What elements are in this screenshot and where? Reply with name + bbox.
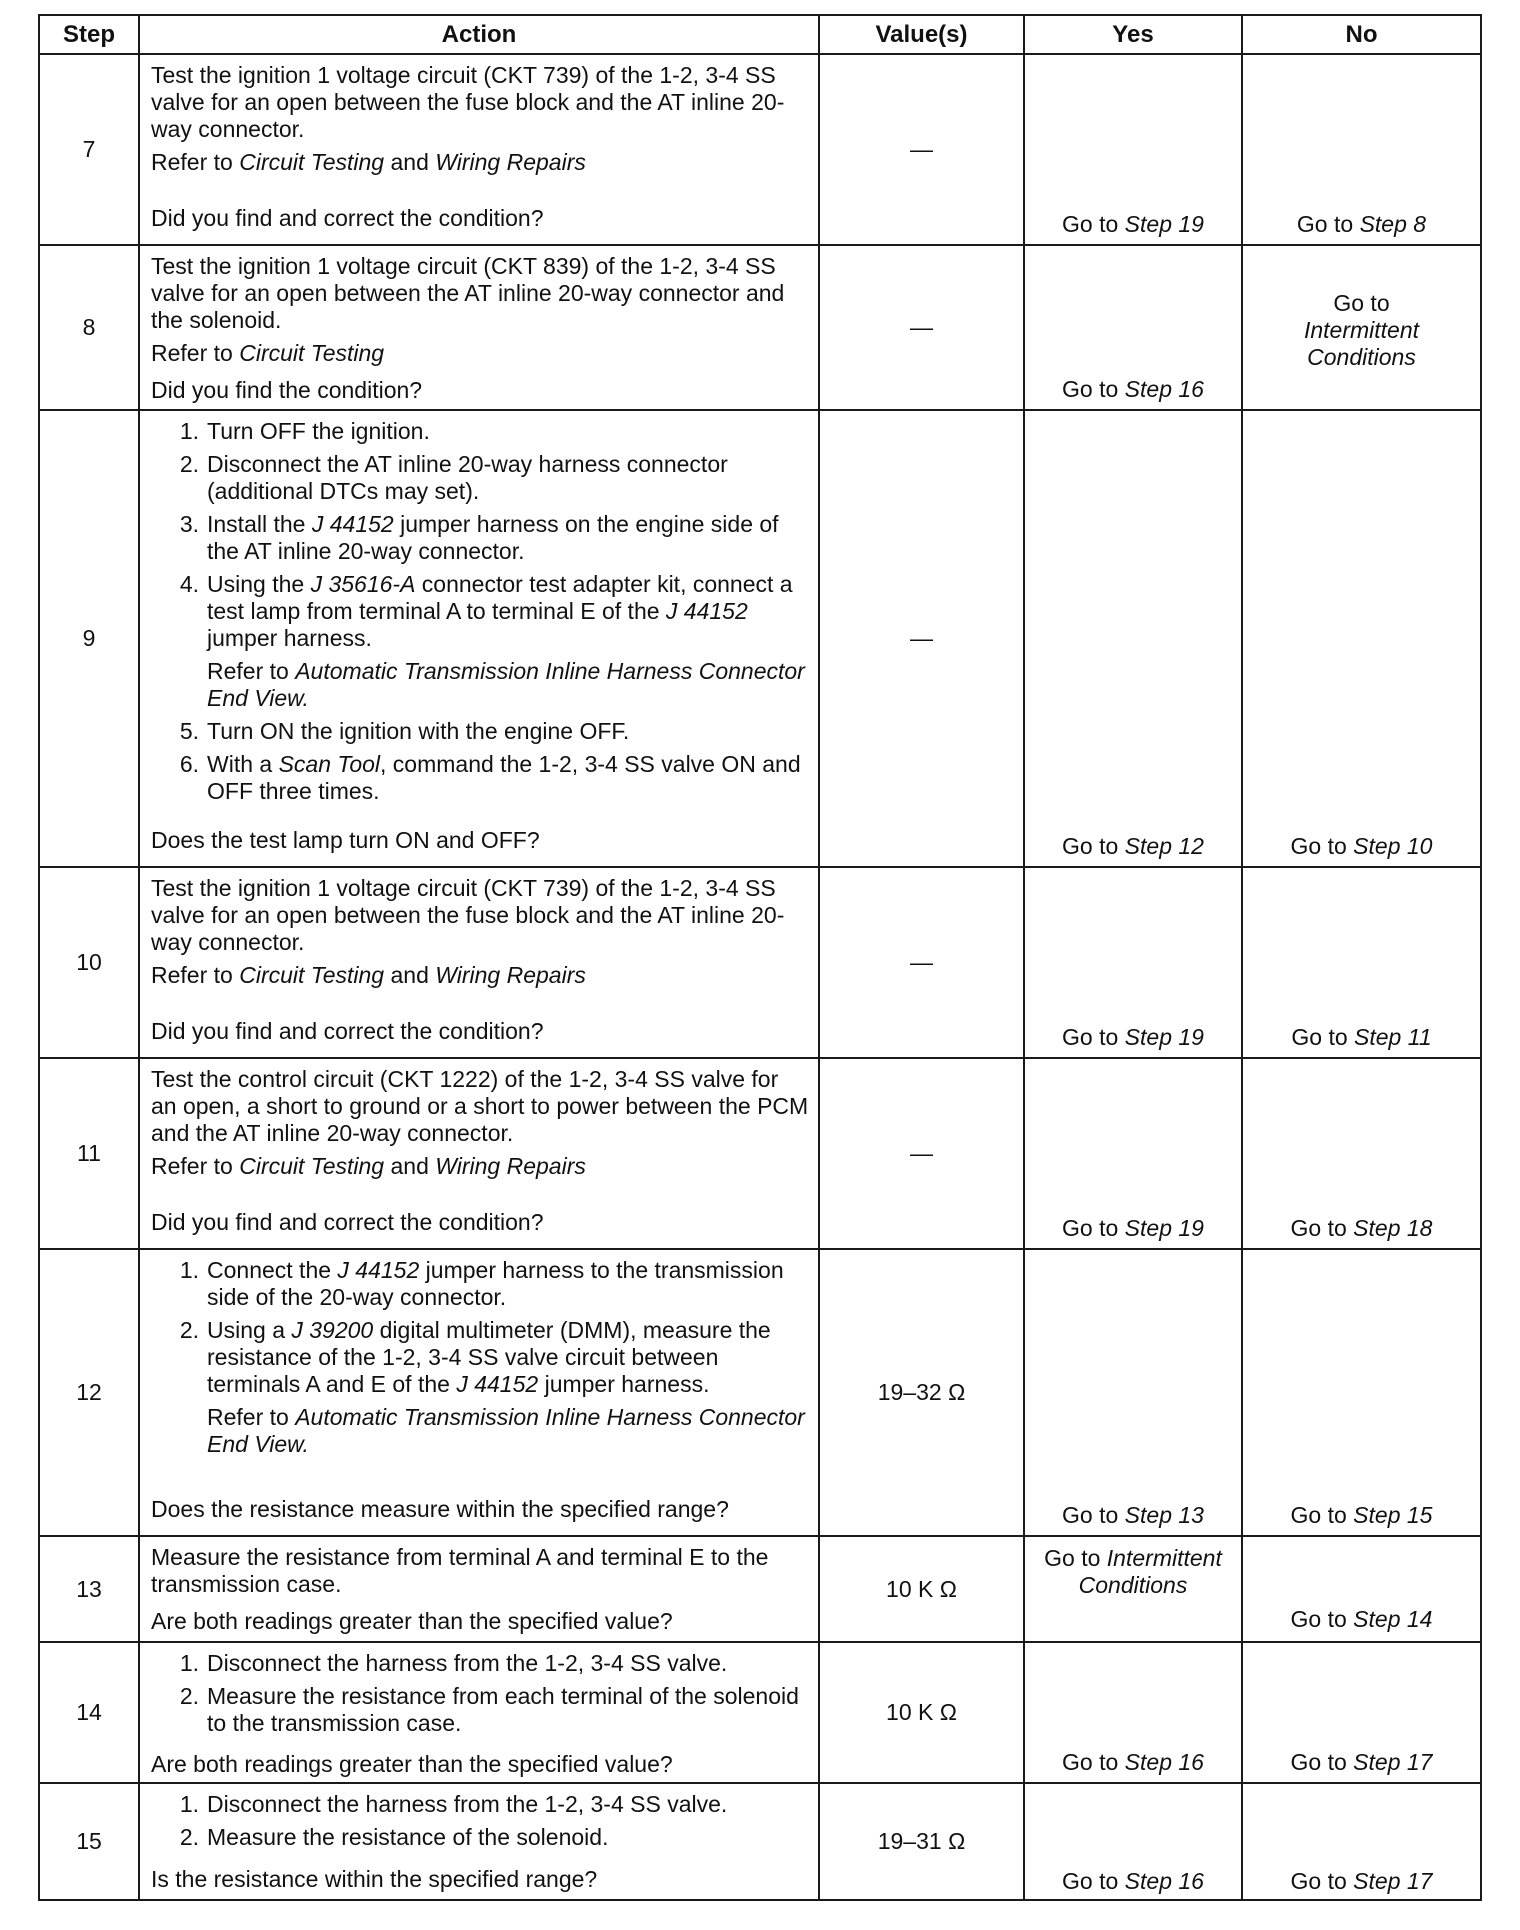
ref-link: Wiring Repairs (435, 962, 586, 988)
ref-link: Automatic Transmission Inline Harness Connector End View. (207, 658, 805, 711)
goto-step: Step 14 (1353, 1606, 1433, 1632)
header-no: No (1242, 15, 1481, 54)
no-cell (1242, 1249, 1481, 1536)
step-number: 8 (39, 245, 139, 410)
list-item (151, 1683, 810, 1737)
question-text: Did you find and correct the condition? (151, 205, 544, 231)
no-outcome: Go to Step 18 (1290, 1215, 1433, 1241)
list-item (151, 1650, 810, 1677)
question-text: Does the resistance measure within the specified range? (151, 1496, 729, 1522)
yes-outcome (1025, 1545, 1241, 1599)
table-row (39, 410, 1481, 867)
yes-cell (1024, 54, 1242, 245)
step-number: 9 (39, 410, 139, 867)
table-row (39, 1058, 1481, 1249)
tool-number: J 44152 (456, 1371, 539, 1397)
header-row (39, 15, 1481, 54)
question-text: Did you find and correct the condition? (151, 1209, 544, 1235)
goto-label: Go to (1044, 1545, 1107, 1571)
ref-link: Wiring Repairs (435, 1153, 586, 1179)
goto-step: Step 19 (1124, 211, 1204, 237)
action-cell (139, 1536, 819, 1642)
goto-step: Step 11 (1354, 1024, 1432, 1050)
action-cell (139, 410, 819, 867)
no-cell (1242, 410, 1481, 867)
no-cell (1242, 245, 1481, 410)
step-number: 15 (39, 1783, 139, 1900)
yes-outcome: Go to Step 13 (1062, 1502, 1204, 1528)
list-item (151, 451, 810, 505)
item-text: Measure the resistance from each terminal of the solenoid to the transmission case. (207, 1683, 799, 1736)
goto-step: Step 13 (1124, 1502, 1204, 1528)
goto-label: Go to (1062, 211, 1125, 237)
goto-label: Go to (1333, 290, 1390, 316)
goto-label: Go to (1296, 211, 1360, 237)
ref-link: Automatic Transmission Inline Harness Connector End View. (207, 1404, 805, 1457)
list-item (151, 1791, 810, 1818)
goto-label: Go to (1062, 833, 1125, 859)
table-row (39, 54, 1481, 245)
no-outcome (1243, 290, 1480, 371)
question-text: Are both readings greater than the specified value? (151, 1608, 673, 1634)
item-text: Turn OFF the ignition. (207, 418, 430, 444)
list-item (151, 1257, 810, 1311)
value-cell: — (819, 245, 1024, 410)
item-number: 3. (179, 511, 199, 537)
header-values: Value(s) (819, 15, 1024, 54)
question-text: Does the test lamp turn ON and OFF? (151, 827, 540, 853)
goto-step: Step 19 (1124, 1024, 1204, 1050)
ref-link: Circuit Testing (239, 962, 385, 988)
action-cell (139, 1058, 819, 1249)
item-text: Connect the J 44152 jumper harness to the transmission side of the 20-way connector. (207, 1257, 784, 1310)
yes-cell (1024, 1536, 1242, 1642)
item-number: 1. (179, 1257, 199, 1283)
yes-outcome (1025, 376, 1241, 403)
tool-number: J 44152 (311, 511, 394, 537)
goto-step: Step 8 (1359, 211, 1427, 237)
yes-cell (1024, 410, 1242, 867)
list-item (151, 418, 810, 445)
no-cell (1242, 1536, 1481, 1642)
item-text: With a Scan Tool, command the 1-2, 3-4 SS valve ON and OFF three times. (207, 751, 801, 804)
step-list (151, 1257, 810, 1464)
item-text: Measure the resistance of the solenoid. (207, 1824, 609, 1850)
goto-step: Step 19 (1124, 1215, 1204, 1241)
goto-step: Step 16 (1124, 376, 1204, 402)
value-cell: — (819, 54, 1024, 245)
no-outcome: Go to Step 11 (1291, 1024, 1432, 1050)
no-outcome: Go to Step 14 (1290, 1606, 1433, 1632)
action-cell (139, 245, 819, 410)
goto-step: Step 17 (1353, 1868, 1433, 1894)
no-cell (1242, 54, 1481, 245)
item-number: 2. (179, 1683, 199, 1709)
diagnostic-table (38, 14, 1482, 1901)
yes-cell (1024, 1058, 1242, 1249)
item-number: 2. (179, 1317, 199, 1343)
value-cell: — (819, 1058, 1024, 1249)
goto-step: Intermittent (1106, 1545, 1222, 1571)
action-cell (139, 1783, 819, 1900)
value-cell: 10 K Ω (819, 1642, 1024, 1783)
yes-outcome: Go to Step 16 (1062, 1749, 1204, 1775)
yes-outcome (1025, 211, 1241, 238)
action-text: Test the ignition 1 voltage circuit (CKT 839) of the 1-2, 3-4 SS valve for an open between the AT inline 20-way connector and the solenoid. (151, 253, 785, 333)
tool-number: J 44152 (337, 1257, 420, 1283)
item-number: 2. (179, 451, 199, 477)
table-row (39, 1783, 1481, 1900)
goto-step: Intermittent (1303, 317, 1420, 343)
tool-number: J 39200 (291, 1317, 374, 1343)
step-list (151, 1650, 810, 1743)
question-text: Did you find and correct the condition? (151, 1018, 544, 1044)
yes-cell (1024, 867, 1242, 1058)
yes-cell (1024, 1249, 1242, 1536)
reference-text (151, 340, 810, 367)
step-number: 12 (39, 1249, 139, 1536)
goto-label: Go to (1062, 376, 1125, 402)
ref-prefix: Refer to (151, 340, 240, 366)
goto-step: Step 10 (1353, 833, 1433, 859)
reference-text: Refer to Circuit Testing and Wiring Repairs (151, 962, 586, 988)
no-cell (1242, 1058, 1481, 1249)
item-text: Using a J 39200 digital multimeter (DMM), measure the resistance of the 1-2, 3-4 SS valve circuit between terminals A and E of the J 44152 jumper harness. Refer to Automatic Transmission Inline Harness Connector End View. (207, 1317, 810, 1458)
no-cell (1242, 1783, 1481, 1900)
action-cell (139, 867, 819, 1058)
yes-outcome (1025, 833, 1241, 860)
action-text: Test the ignition 1 voltage circuit (CKT 739) of the 1-2, 3-4 SS valve for an open between the fuse block and the AT inline 20-way connector. (151, 62, 785, 142)
item-text: Disconnect the harness from the 1-2, 3-4 SS valve. (207, 1650, 728, 1676)
value-cell: 19–31 Ω (819, 1783, 1024, 1900)
item-number: 2. (179, 1824, 199, 1850)
no-cell (1242, 867, 1481, 1058)
item-text: Disconnect the harness from the 1-2, 3-4 SS valve. (207, 1791, 728, 1817)
step-number: 13 (39, 1536, 139, 1642)
no-outcome (1243, 833, 1480, 860)
goto-step: Step 16 (1124, 1868, 1204, 1894)
no-outcome: Go to Step 15 (1290, 1502, 1433, 1528)
list-item (151, 571, 810, 712)
reference-text (151, 149, 810, 176)
ref-link: Circuit Testing (239, 340, 385, 366)
ref-link: Wiring Repairs (435, 149, 586, 175)
action-cell (139, 54, 819, 245)
yes-cell (1024, 1783, 1242, 1900)
ref-and: and (384, 149, 436, 175)
no-outcome: Go to Step 17 (1290, 1749, 1433, 1775)
goto-step: Step 17 (1353, 1749, 1433, 1775)
ref-link: Circuit Testing (239, 1153, 385, 1179)
action-cell (139, 1249, 819, 1536)
ref-link: Circuit Testing (239, 149, 385, 175)
question-text: Are both readings greater than the specified value? (151, 1751, 673, 1777)
table-row (39, 1249, 1481, 1536)
header-yes: Yes (1024, 15, 1242, 54)
reference-text: Refer to Circuit Testing and Wiring Repairs (151, 1153, 586, 1179)
goto-step: Step 12 (1124, 833, 1204, 859)
table-row (39, 1536, 1481, 1642)
question-text: Is the resistance within the specified range? (151, 1866, 598, 1892)
item-number: 1. (179, 1791, 199, 1817)
reference-text: Refer to Automatic Transmission Inline Harness Connector End View. (207, 1404, 805, 1457)
value-cell: 10 K Ω (819, 1536, 1024, 1642)
yes-outcome: Go to Step 16 (1062, 1868, 1204, 1894)
list-item (151, 751, 810, 805)
item-number: 6. (179, 751, 199, 777)
no-cell (1242, 1642, 1481, 1783)
value-cell: — (819, 867, 1024, 1058)
action-text: Test the control circuit (CKT 1222) of the 1-2, 3-4 SS valve for an open, a short to ground or a short to power between the PCM and the AT inline 20-way connector. (151, 1066, 809, 1146)
list-item (151, 718, 810, 745)
item-number: 1. (179, 1650, 199, 1676)
table-row (39, 1642, 1481, 1783)
item-number: 1. (179, 418, 199, 444)
goto-step: Conditions (1078, 1572, 1188, 1598)
yes-cell (1024, 245, 1242, 410)
list-item (151, 511, 810, 565)
no-outcome: Go to Step 17 (1290, 1868, 1433, 1894)
header-step: Step (39, 15, 139, 54)
list-item (151, 1317, 810, 1458)
item-text: Using the J 35616-A connector test adapter kit, connect a test lamp from terminal A to terminal E of the J 44152 jumper harness. Refer to Automatic Transmission Inline Harness Connector End View. (207, 571, 810, 712)
yes-outcome: Go to Step 19 (1062, 1024, 1204, 1050)
goto-step: Conditions (1307, 344, 1416, 370)
item-text: Install the J 44152 jumper harness on the engine side of the AT inline 20-way connector. (207, 511, 779, 564)
header-action: Action (139, 15, 819, 54)
value-cell: 19–32 Ω (819, 1249, 1024, 1536)
action-text: Test the ignition 1 voltage circuit (CKT 739) of the 1-2, 3-4 SS valve for an open between the fuse block and the AT inline 20-way connector. (151, 875, 785, 955)
goto-step: Step 16 (1124, 1749, 1204, 1775)
step-list (151, 418, 810, 811)
goto-step: Step 18 (1353, 1215, 1433, 1241)
item-text: Turn ON the ignition with the engine OFF. (207, 718, 630, 744)
step-number: 11 (39, 1058, 139, 1249)
goto-step: Step 15 (1353, 1502, 1433, 1528)
action-text: Measure the resistance from terminal A and terminal E to the transmission case. (151, 1544, 769, 1597)
tool-number: J 35616-A (310, 571, 416, 597)
tool-name: Scan Tool (278, 751, 381, 777)
item-number: 4. (179, 571, 199, 597)
step-number: 14 (39, 1642, 139, 1783)
ref-prefix: Refer to (151, 149, 240, 175)
question-text: Did you find the condition? (151, 377, 423, 403)
item-text: Disconnect the AT inline 20-way harness connector (additional DTCs may set). (207, 451, 728, 504)
yes-cell (1024, 1642, 1242, 1783)
step-number: 10 (39, 867, 139, 1058)
table-row (39, 245, 1481, 410)
list-item (151, 1824, 810, 1851)
tool-number: J 44152 (665, 598, 748, 624)
step-number: 7 (39, 54, 139, 245)
action-cell (139, 1642, 819, 1783)
reference-text: Refer to Automatic Transmission Inline Harness Connector End View. (207, 658, 805, 711)
value-cell: — (819, 410, 1024, 867)
item-number: 5. (179, 718, 199, 744)
step-list (151, 1791, 810, 1857)
table-row (39, 867, 1481, 1058)
goto-label: Go to (1290, 833, 1354, 859)
yes-outcome: Go to Step 19 (1062, 1215, 1204, 1241)
no-outcome (1243, 211, 1480, 238)
